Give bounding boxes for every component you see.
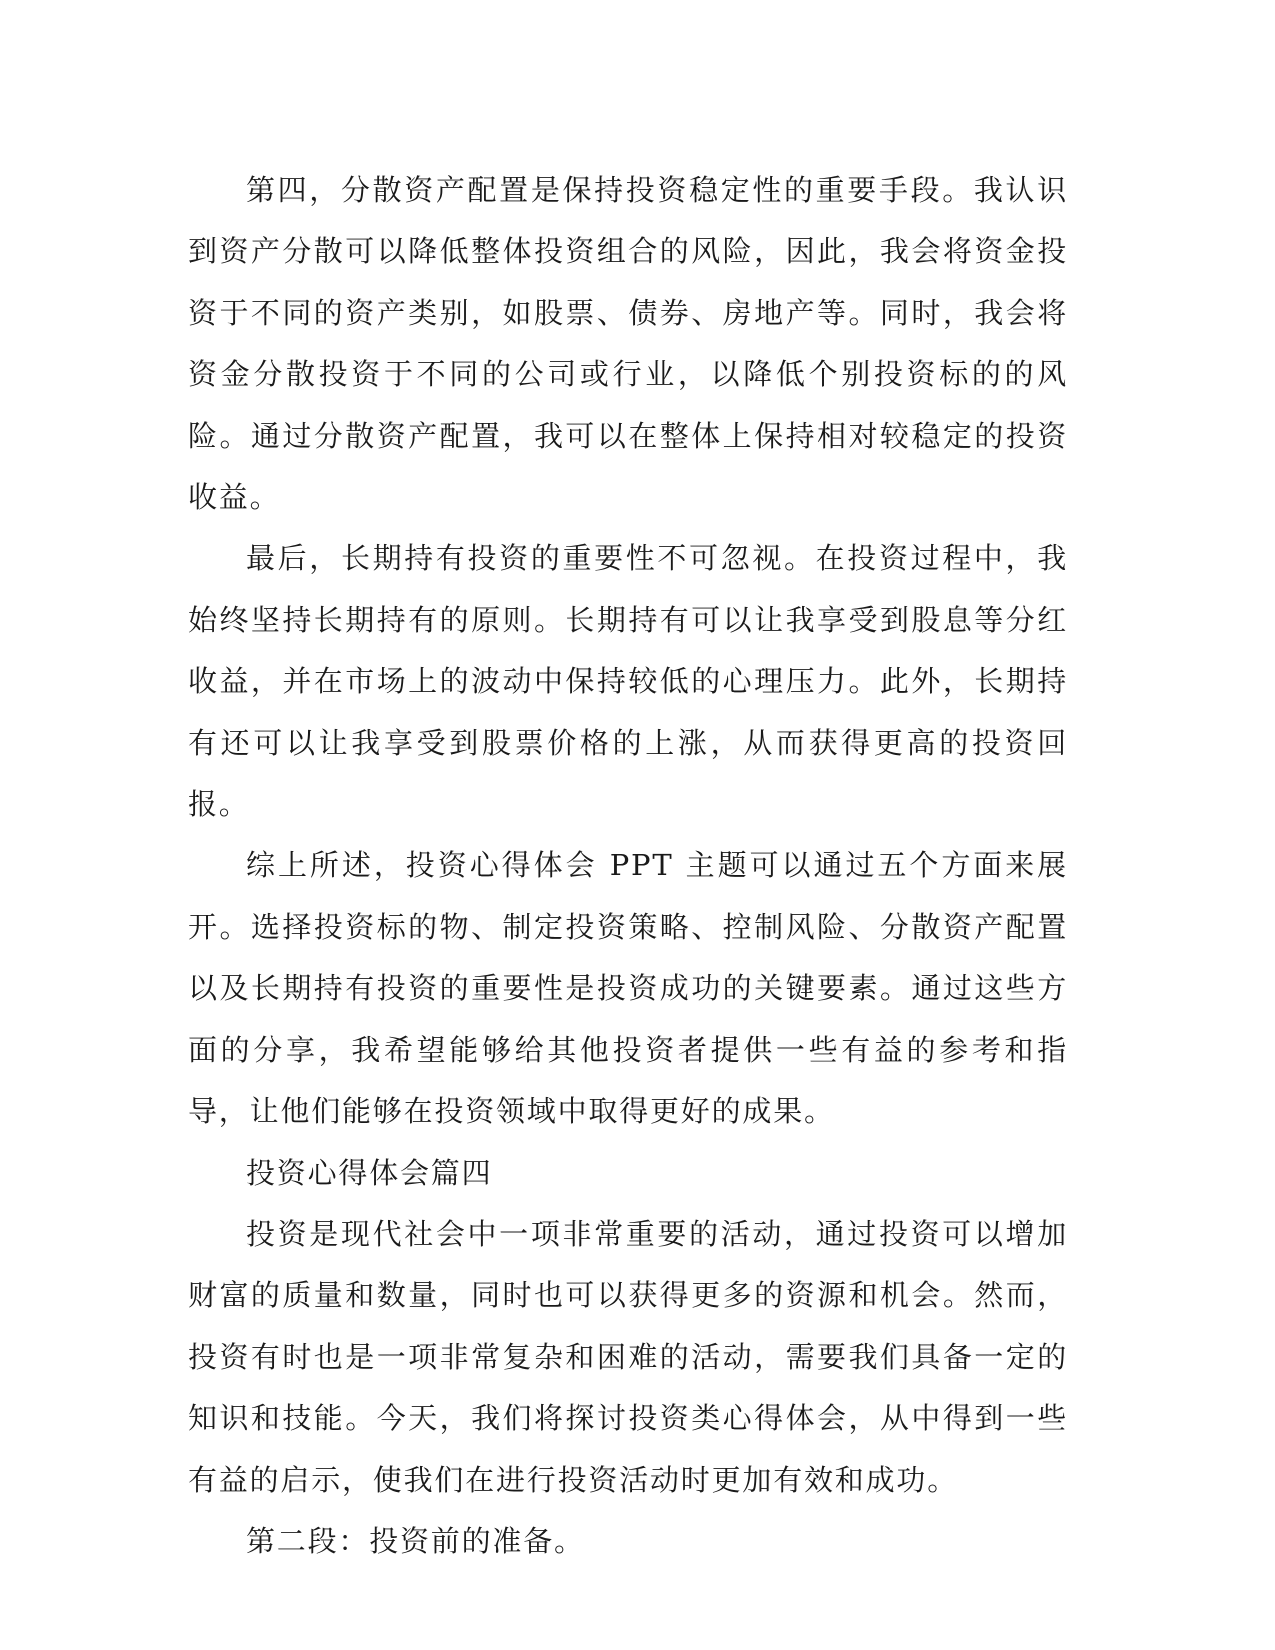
paragraph-summary: 综上所述，投资心得体会 PPT 主题可以通过五个方面来展开。选择投资标的物、制定投资策略、控制风险、分散资产配置以及长期持有投资的重要性是投资成功的关键要素。通过这些方面的分享，我希望能够给其他投资者提供一些有益的参考和指导，让他们能够在投资领域中取得更好的成果。 — [188, 848, 1068, 1129]
paragraph-introduction: 投资是现代社会中一项非常重要的活动，通过投资可以增加财富的质量和数量，同时也可以获得更多的资源和机会。然而，投资有时也是一项非常复杂和困难的活动，需要我们具备一定的知识和技能。今天，我们将探讨投资类心得体会，从中得到一些有益的启示，使我们在进行投资活动时更加有效和成功。 — [188, 1216, 1068, 1497]
paragraph-second-section-heading: 第二段：投资前的准备。 — [246, 1523, 585, 1558]
document-body — [188, 160, 1068, 1572]
paragraph-asset-diversification: 第四，分散资产配置是保持投资稳定性的重要手段。我认识到资产分散可以降低整体投资组合的风险，因此，我会将资金投资于不同的资产类别，如股票、债券、房地产等。同时，我会将资金分散投资于不同的公司或行业，以降低个别投资标的的风险。通过分散资产配置，我可以在整体上保持相对较稳定的投资收益。 — [188, 173, 1068, 515]
section-title: 投资心得体会篇四 — [246, 1155, 493, 1190]
paragraph-long-term-holding: 最后，长期持有投资的重要性不可忽视。在投资过程中，我始终坚持长期持有的原则。长期持有可以让我享受到股息等分红收益，并在市场上的波动中保持较低的心理压力。此外，长期持有还可以让我享受到股票价格的上涨，从而获得更高的投资回报。 — [188, 541, 1068, 822]
